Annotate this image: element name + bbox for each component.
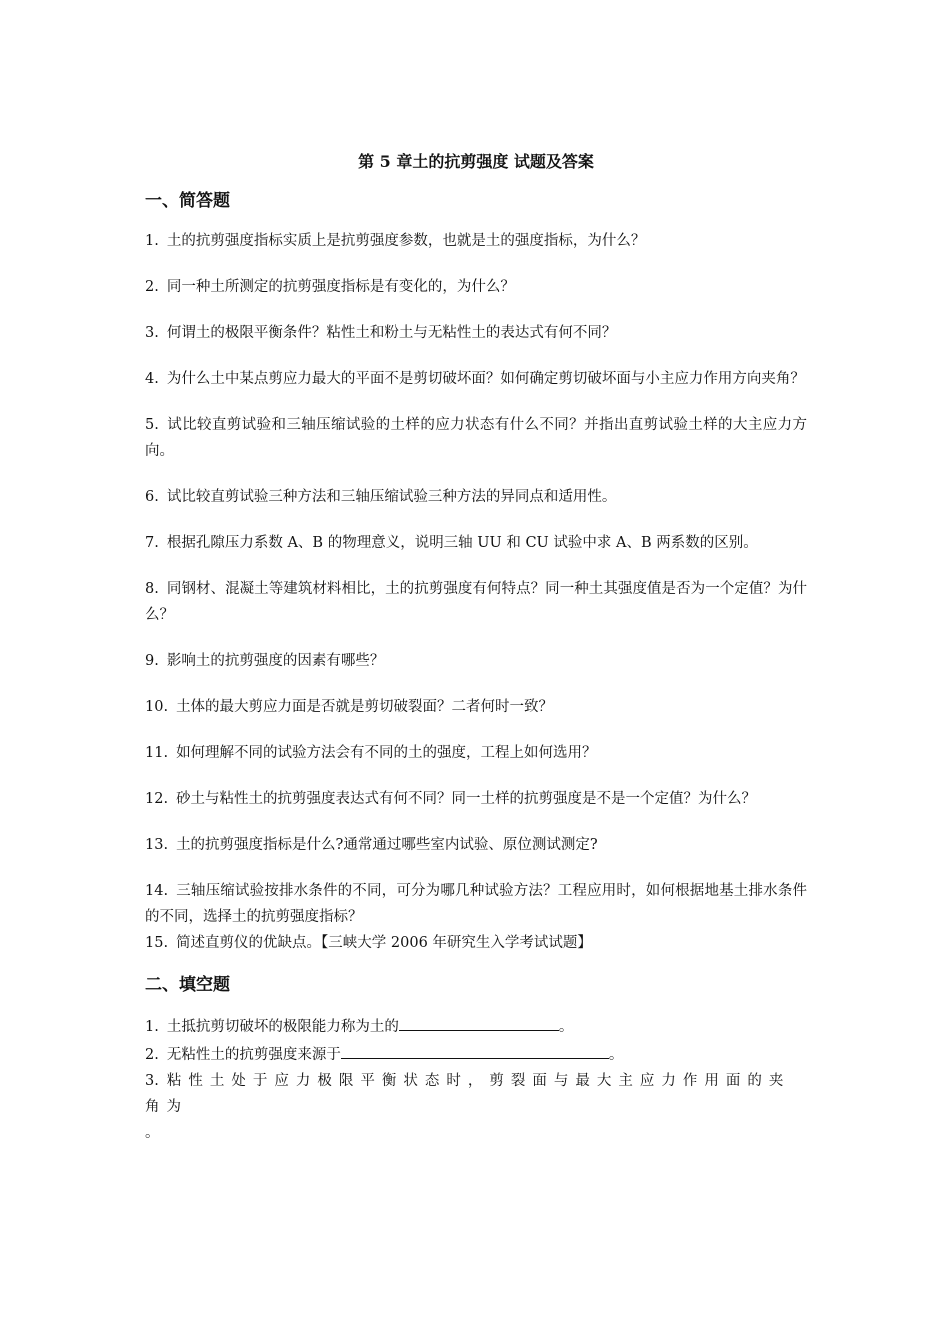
question-number: 7. [145,535,159,551]
question-text: 根据孔隙压力系数 A、B 的物理意义，说明三轴 UU 和 CU 试验中求 A、B 两系数的区别。 [166,535,758,551]
question-number: 15. [145,935,169,951]
question-text: 何谓土的极限平衡条件？粘性土和粉土与无粘性土的表达式有何不同？ [166,325,617,341]
question-text: 影响土的抗剪强度的因素有哪些？ [166,653,385,669]
document-page [145,150,807,1146]
fill-in-number: 3. [145,1073,159,1089]
question-text: 土体的最大剪应力面是否就是剪切破裂面？二者何时一致？ [176,699,554,715]
question-item [145,228,807,254]
question-text: 试比较直剪试验和三轴压缩试验的土样的应力状态有什么不同？并指出直剪试验土样的大主应力方向。 [145,417,807,459]
question-item [145,740,807,766]
question-text: 为什么土中某点剪应力最大的平面不是剪切破坏面？如何确定剪切破坏面与小主应力作用方向夹角？ [166,371,805,387]
question-text: 同一种土所测定的抗剪强度指标是有变化的，为什么？ [166,279,515,295]
fill-in-number: 1. [145,1019,159,1035]
question-text: 简述直剪仪的优缺点。【三峡大学 2006 年研究生入学考试试题】 [176,935,592,951]
question-item [145,576,807,628]
question-text: 砂土与粘性土的抗剪强度表达式有何不同？同一土样的抗剪强度是不是一个定值？为什么？ [176,791,757,807]
question-number: 5. [145,417,159,433]
fill-in-item [145,1068,807,1146]
question-item [145,878,807,930]
fill-in-end: 。 [145,1125,160,1141]
question-item [145,366,807,392]
question-item [145,274,807,300]
question-item [145,484,807,510]
question-number: 2. [145,279,159,295]
question-number: 12. [145,791,169,807]
question-text: 土的抗剪强度指标是什么?通常通过哪些室内试验、原位测试测定? [176,837,598,853]
fill-in-number: 2. [145,1047,159,1063]
question-text: 如何理解不同的试验方法会有不同的土的强度，工程上如何选用？ [176,745,597,761]
fill-in-end: 。 [608,1047,624,1063]
answer-blank[interactable] [341,1040,609,1059]
question-number: 11. [145,745,169,761]
fill-in-text: 无粘性土的抗剪强度来源于 [166,1047,341,1063]
question-text: 试比较直剪试验三种方法和三轴压缩试验三种方法的异同点和适用性。 [166,489,617,505]
question-text: 同钢材、混凝土等建筑材料相比，土的抗剪强度有何特点？同一种土其强度值是否为一个定值？为什么？ [145,581,807,623]
question-item [145,320,807,346]
question-item [145,530,807,556]
question-number: 3. [145,325,159,341]
question-text: 三轴压缩试验按排水条件的不同，可分为哪几种试验方法？工程应用时，如何根据地基土排水条件的不同，选择土的抗剪强度指标？ [145,883,807,925]
document-title: 第 5 章土的抗剪强度 试题及答案 [358,152,594,171]
question-item [145,930,807,956]
question-number: 13. [145,837,169,853]
question-item [145,786,807,812]
question-text: 土的抗剪强度指标实质上是抗剪强度参数，也就是土的强度指标，为什么？ [166,233,646,249]
question-number: 8. [145,581,159,597]
question-item [145,648,807,674]
question-number: 10. [145,699,169,715]
question-number: 1. [145,233,159,249]
fill-in-item [145,1012,807,1040]
question-number: 6. [145,489,159,505]
section-heading-fill-in: 二、填空题 [145,975,230,995]
question-number: 9. [145,653,159,669]
fill-in-text: 土抵抗剪切破坏的极限能力称为土的 [166,1019,399,1035]
question-number: 14. [145,883,169,899]
question-item [145,832,807,858]
fill-in-end: 。 [558,1019,574,1035]
fill-in-text: 粘性土处于应力极限平衡状态时，剪裂面与最大主应力作用面的夹角为 [145,1073,791,1115]
section-heading-short-answer: 一、简答题 [145,191,230,211]
answer-blank[interactable] [399,1012,559,1031]
fill-in-item [145,1040,807,1068]
question-item [145,694,807,720]
question-number: 4. [145,371,159,387]
question-item [145,412,807,464]
